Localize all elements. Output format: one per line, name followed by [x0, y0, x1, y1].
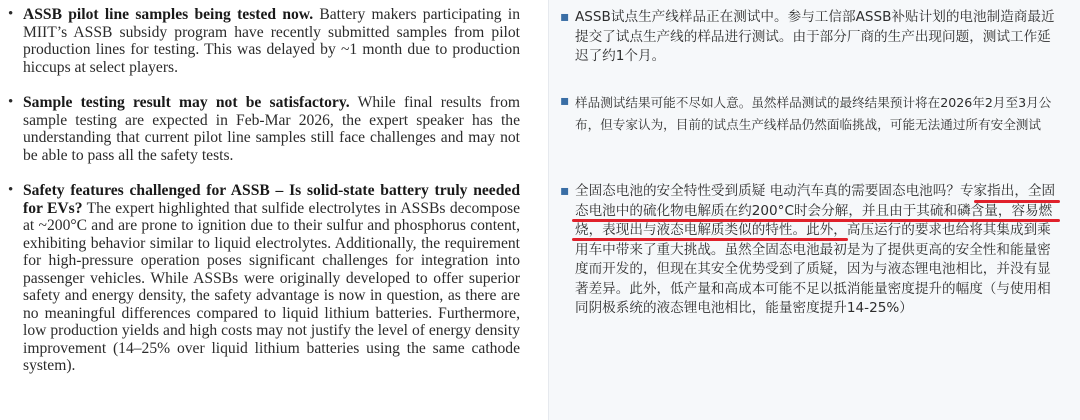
highlight-underline-2 — [572, 219, 1060, 222]
highlight-underline-3 — [572, 238, 848, 241]
bullet-icon: • — [8, 94, 14, 110]
zh-bullet-item-1 — [560, 8, 1060, 67]
en-item-3-lead: Safety features challenged for ASSB – Is solid-state battery truly needed for EVs? — [23, 182, 520, 217]
zh-item-1-text: ASSB试点生产线样品正在测试中。参与工信部ASSB补贴计划的电池制造商最近提交了试点生产线的样品进行测试。由于部分厂商的生产出现问题，测试工作延迟了约1个月。 — [575, 9, 1055, 64]
en-item-1-lead: ASSB pilot line samples being tested now. — [23, 6, 314, 23]
zh-bullet-item-2 — [560, 92, 1060, 135]
en-bullet-item-1 — [8, 6, 520, 76]
en-item-1-text: Battery makers participating in MIIT’s ASSB subsidy program have recently submitted samples from pilot production lines for testing. This was delayed by ~1 month due to production hiccups at select players. — [23, 6, 520, 76]
bullet-icon: • — [8, 6, 14, 22]
en-item-2-text: While final results from sample testing are expected in Feb-Mar 2026, the expert speaker has the understanding that current pilot line samples still face challenges and may not be able to pass all the safety tests. — [23, 94, 520, 164]
bullet-icon: ▪ — [560, 183, 570, 199]
zh-item-3-text: 全固态电池的安全特性受到质疑 电动汽车真的需要固态电池吗？专家指出，全固态电池中的硫化物电解质在约200°C时会分解，并且由于其硫和磷含量，容易燃烧，表现出与液态电解质类似的特性。此外，高压运行的要求也给将其集成到乘用车中带来了重大挑战。虽然全固态电池最初是为了提供更高的安全性和能量密度而开发的，但现在其安全优势受到了质疑，因为与液态锂电池相比，并没有显著差异。此外，低产量和高成本可能不足以抵消能量密度提升的幅度（与使用相同阴极系统的液态锂电池相比，能量密度提升14-25%） — [575, 183, 1056, 316]
en-bullet-item-2 — [8, 94, 520, 164]
bullet-icon: ▪ — [560, 93, 570, 109]
en-item-2-lead: Sample testing result may not be satisfactory. — [23, 94, 350, 111]
en-item-3-text: The expert highlighted that sulfide electrolytes in ASSBs decompose at ~200°C and are prone to ignition due to their sulfur and phosphorus content, exhibiting behavior similar to liquid electrolytes. Additionally, the requirement for high-pressure operation poses significant challenges for integration into passenger vehicles. While ASSBs were originally developed to offer superior safety and energy density, the safety advantage is now in question, as there are no meaningful differences compared to liquid lithium batteries. Furthermore, low production yields and high costs may not justify the level of energy density improvement (14–25% over liquid lithium batteries using the same cathode system). — [23, 199, 520, 374]
bullet-icon: • — [8, 182, 14, 198]
bullet-icon: ▪ — [560, 9, 570, 25]
highlight-underline-1 — [974, 200, 1060, 203]
zh-item-2-text: 样品测试结果可能不尽如人意。虽然样品测试的最终结果预计将在2026年2月至3月公布，但专家认为，目前的试点生产线样品仍然面临挑战，可能无法通过所有安全测试 — [575, 95, 1052, 132]
en-bullet-item-3 — [8, 182, 520, 375]
